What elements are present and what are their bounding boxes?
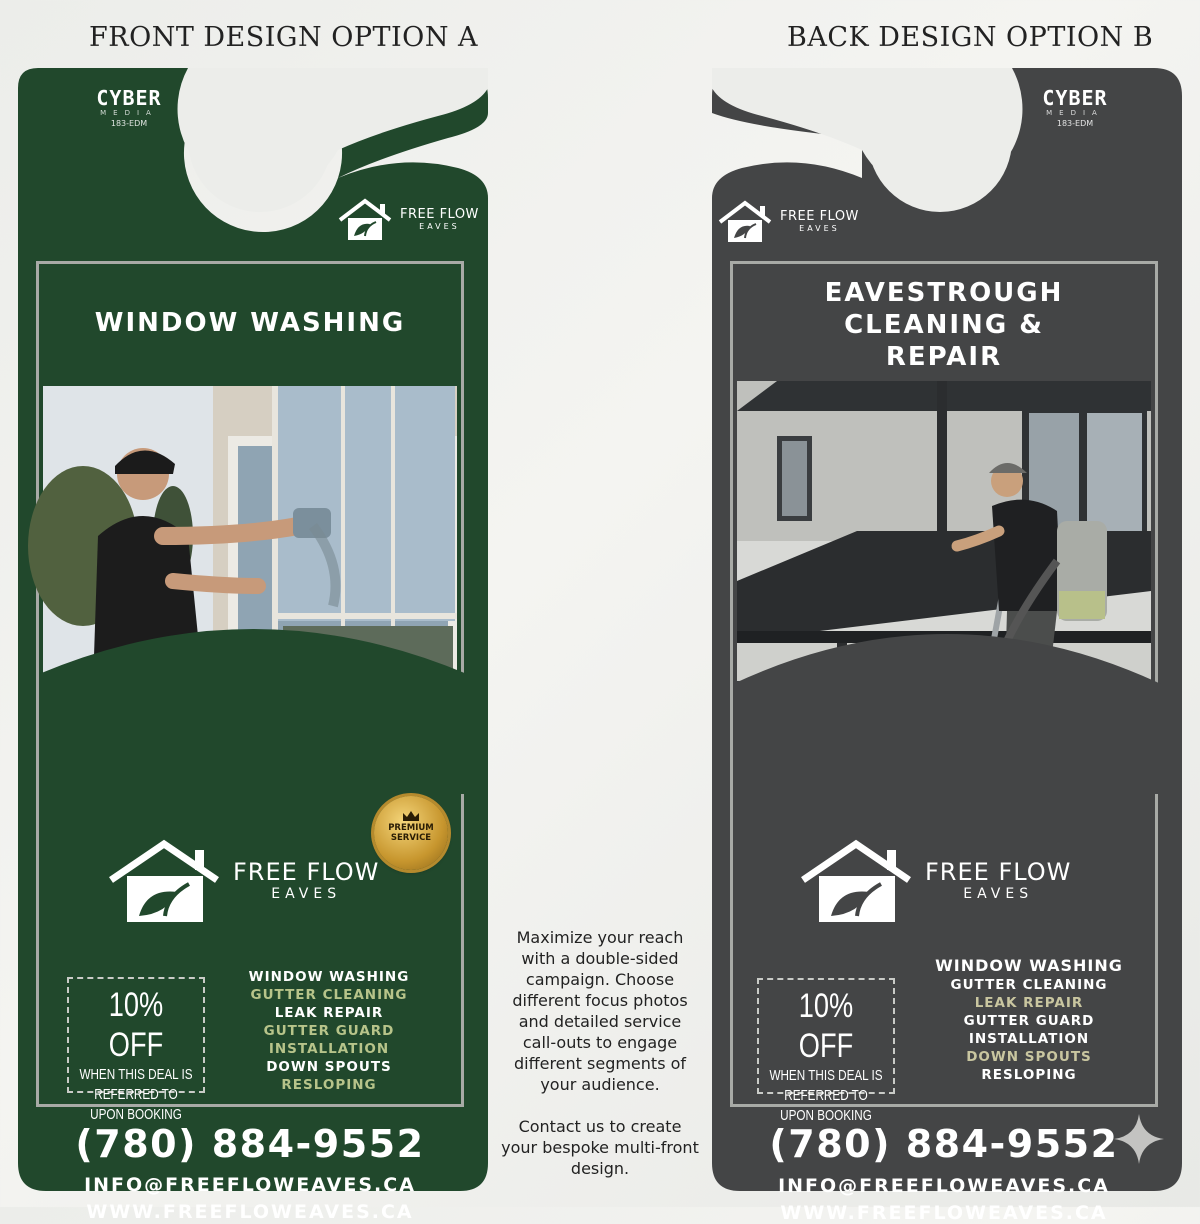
offer-line2: REFERRED TO xyxy=(94,1086,178,1103)
service-item: LEAK REPAIR xyxy=(274,1005,384,1021)
promo-paragraph-1: Maximize your reach with a double-sided campaign. Choose different focus photos and detailed service call-outs to engage different segments of your audience. xyxy=(512,928,688,1094)
company-sub: EAVES xyxy=(271,886,342,902)
front-email: INFO@FREEFLOWEAVES.CA xyxy=(84,1174,416,1196)
service-item: DOWN SPOUTS xyxy=(966,1049,1092,1065)
company-name: FREE FLOW xyxy=(400,207,479,222)
back-phone: (780) 884-9552 xyxy=(769,1122,1119,1166)
service-item: GUTTER CLEANING xyxy=(950,977,1108,993)
offer-line3: UPON BOOKING xyxy=(780,1107,872,1124)
badge-line2: SERVICE xyxy=(390,833,432,843)
front-door-hanger xyxy=(18,68,488,1223)
front-heading: FRONT DESIGN OPTION A xyxy=(89,22,479,53)
back-services-list xyxy=(929,956,1129,1084)
front-title: WINDOW WASHING xyxy=(94,308,406,338)
back-small-company-logo xyxy=(716,200,859,244)
service-item: INSTALLATION xyxy=(268,1041,390,1057)
front-phone: (780) 884-9552 xyxy=(75,1122,425,1166)
maker-sub: MEDIA xyxy=(1046,109,1104,117)
offer-percent: 10% OFF xyxy=(108,986,164,1064)
service-item: WINDOW WASHING xyxy=(935,956,1123,975)
back-company-logo xyxy=(797,838,1071,924)
back-website: WWW.FREEFLOWEAVES.CA xyxy=(780,1202,1108,1224)
offer-line1: WHEN THIS DEAL IS xyxy=(769,1067,883,1084)
front-hanger-slot xyxy=(178,68,488,218)
front-offer-box xyxy=(67,977,205,1123)
back-maker-logo xyxy=(1030,88,1120,130)
back-heading: BACK DESIGN OPTION B xyxy=(787,22,1154,53)
company-sub: EAVES xyxy=(799,224,840,233)
back-offer-box xyxy=(757,978,895,1124)
front-maker-logo xyxy=(84,88,174,130)
sparkle-icon xyxy=(1112,1112,1166,1166)
offer-line1: WHEN THIS DEAL IS xyxy=(79,1066,193,1083)
company-name: FREE FLOW xyxy=(233,858,380,886)
maker-code: 183-EDM xyxy=(1056,119,1094,128)
maker-name: CYBER xyxy=(96,86,162,110)
promo-paragraph-2: Contact us to create your bespoke multi-front design. xyxy=(501,1117,699,1178)
company-name: FREE FLOW xyxy=(925,858,1072,886)
back-door-hanger xyxy=(712,68,1182,1224)
premium-service-badge xyxy=(374,796,448,870)
back-title-line3: REPAIR xyxy=(885,342,1003,372)
service-item: INSTALLATION xyxy=(968,1031,1090,1047)
back-email: INFO@FREEFLOWEAVES.CA xyxy=(778,1175,1110,1197)
back-hanger-slot xyxy=(712,68,1022,218)
service-item: DOWN SPOUTS xyxy=(266,1059,392,1075)
service-item: LEAK REPAIR xyxy=(974,995,1084,1011)
offer-percent: 10% OFF xyxy=(798,987,854,1065)
back-panel xyxy=(730,261,1158,1224)
back-curve-overlay xyxy=(733,594,1161,794)
company-name: FREE FLOW xyxy=(780,209,859,224)
service-item: RESLOPING xyxy=(281,1077,377,1093)
company-sub: EAVES xyxy=(419,222,460,231)
promo-description xyxy=(500,927,700,1179)
crown-icon xyxy=(402,810,420,822)
front-curve-overlay xyxy=(39,594,467,794)
house-leaf-icon xyxy=(797,838,915,924)
front-services-list xyxy=(234,968,424,1094)
service-item: GUTTER CLEANING xyxy=(250,987,408,1003)
maker-name: CYBER xyxy=(1042,86,1108,110)
service-item: WINDOW WASHING xyxy=(248,969,410,985)
company-sub: EAVES xyxy=(963,886,1034,902)
maker-sub: MEDIA xyxy=(100,109,158,117)
offer-line2: REFERRED TO xyxy=(784,1087,868,1104)
house-leaf-icon xyxy=(716,200,774,244)
front-website: WWW.FREEFLOWEAVES.CA xyxy=(86,1201,414,1223)
house-leaf-icon xyxy=(105,838,223,924)
front-small-company-logo xyxy=(336,198,479,242)
service-item: RESLOPING xyxy=(981,1067,1077,1083)
front-company-logo xyxy=(105,838,379,924)
service-item: GUTTER GUARD xyxy=(963,1013,1095,1029)
back-title-line1: EAVESTROUGH xyxy=(824,278,1064,308)
offer-line3: UPON BOOKING xyxy=(90,1106,182,1123)
badge-line1: PREMIUM xyxy=(388,823,434,833)
house-leaf-icon xyxy=(336,198,394,242)
front-panel xyxy=(36,261,464,1223)
service-item: GUTTER GUARD xyxy=(263,1023,395,1039)
maker-code: 183-EDM xyxy=(110,119,148,128)
back-title-line2: CLEANING & xyxy=(844,310,1044,340)
